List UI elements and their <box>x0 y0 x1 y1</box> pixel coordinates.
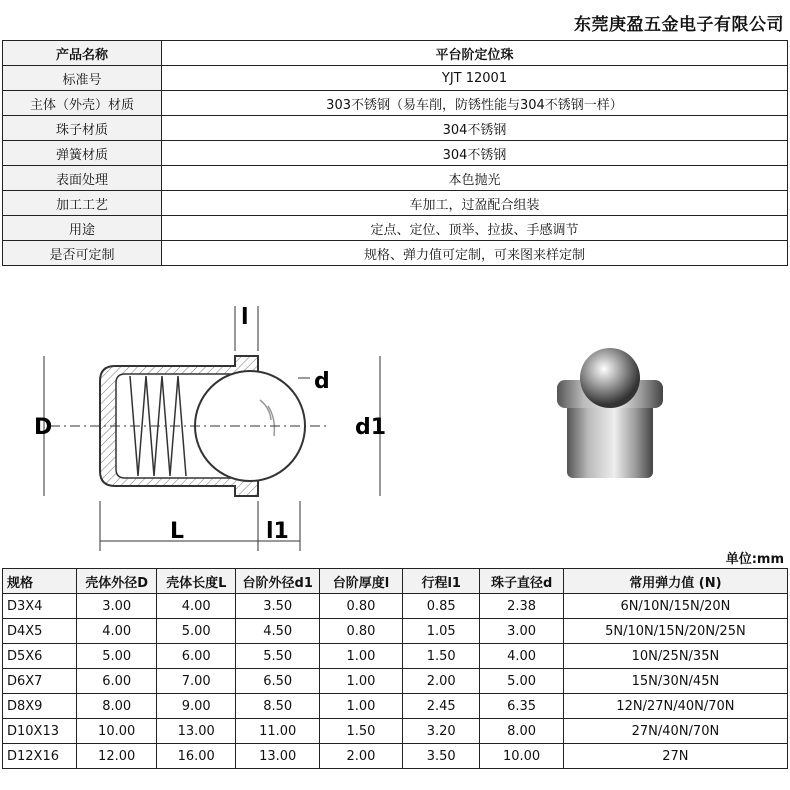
dims-cell: 1.00 <box>319 694 402 719</box>
dim-label-D: D <box>34 415 53 440</box>
dims-cell: 5.00 <box>156 619 236 644</box>
dims-cell: 3.00 <box>77 594 157 619</box>
dims-cell: 4.00 <box>480 644 563 669</box>
dims-row <box>3 669 788 694</box>
spec-value: 304不锈钢 <box>162 116 788 141</box>
spec-table <box>2 40 788 266</box>
spec-key: 弹簧材质 <box>3 141 162 166</box>
product-photo <box>545 340 675 480</box>
spec-value: 规格、弹力值可定制，可来图来样定制 <box>162 241 788 266</box>
dims-cell: 10.00 <box>77 719 157 744</box>
dims-cell: 1.00 <box>319 644 402 669</box>
dims-cell: 3.50 <box>236 594 319 619</box>
company-name: 东莞庚盈五金电子有限公司 <box>574 15 784 35</box>
spec-row <box>3 141 788 166</box>
dims-cell: 5.50 <box>236 644 319 669</box>
dims-cell: 12.00 <box>77 744 157 769</box>
spec-value: YJT 12001 <box>162 66 788 91</box>
dims-cell: D6X7 <box>3 669 77 694</box>
dims-cell: 1.00 <box>319 669 402 694</box>
spec-key: 产品名称 <box>3 41 162 66</box>
dims-header-cell: 行程l1 <box>403 569 480 594</box>
dims-cell: 5.00 <box>480 669 563 694</box>
dims-row <box>3 619 788 644</box>
dims-cell: 0.85 <box>403 594 480 619</box>
dims-cell: 2.00 <box>403 669 480 694</box>
dims-cell: 11.00 <box>236 719 319 744</box>
spec-value: 303不锈钢（易车削，防锈性能与304不锈钢一样） <box>162 91 788 116</box>
spec-row <box>3 216 788 241</box>
dim-label-l: l <box>241 305 249 330</box>
spec-row <box>3 116 788 141</box>
dims-cell: 6.00 <box>77 669 157 694</box>
dims-header-cell: 常用弹力值 (N) <box>563 569 787 594</box>
dims-header-row <box>3 569 788 594</box>
dims-cell: 2.00 <box>319 744 402 769</box>
spec-key: 标准号 <box>3 66 162 91</box>
dims-row <box>3 719 788 744</box>
dims-row <box>3 594 788 619</box>
dims-cell: D12X16 <box>3 744 77 769</box>
dims-cell: 13.00 <box>156 719 236 744</box>
dims-cell: 8.50 <box>236 694 319 719</box>
dims-cell: 1.50 <box>403 644 480 669</box>
dims-cell: 1.05 <box>403 619 480 644</box>
dims-cell: 9.00 <box>156 694 236 719</box>
spec-row <box>3 91 788 116</box>
dims-cell: 4.00 <box>77 619 157 644</box>
dim-label-d: d <box>314 369 330 394</box>
dims-cell: 2.38 <box>480 594 563 619</box>
dims-header-cell: 规格 <box>3 569 77 594</box>
dim-label-l1: l1 <box>266 519 289 544</box>
dims-cell: 7.00 <box>156 669 236 694</box>
dims-cell: 6.35 <box>480 694 563 719</box>
spec-value: 本色抛光 <box>162 166 788 191</box>
dim-label-d1: d1 <box>355 415 387 440</box>
spec-value: 304不锈钢 <box>162 141 788 166</box>
spec-key: 表面处理 <box>3 166 162 191</box>
dims-cell: 3.20 <box>403 719 480 744</box>
dims-cell: D4X5 <box>3 619 77 644</box>
dims-cell: 10.00 <box>480 744 563 769</box>
spec-key: 是否可定制 <box>3 241 162 266</box>
dims-cell: 27N/40N/70N <box>563 719 787 744</box>
spec-key: 珠子材质 <box>3 116 162 141</box>
dims-cell: 8.00 <box>480 719 563 744</box>
dims-header-cell: 台阶外径d1 <box>236 569 319 594</box>
dims-cell: 6N/10N/15N/20N <box>563 594 787 619</box>
spec-row <box>3 241 788 266</box>
spec-row <box>3 41 788 66</box>
spec-key: 用途 <box>3 216 162 241</box>
spec-row <box>3 191 788 216</box>
spec-value: 车加工，过盈配合组装 <box>162 191 788 216</box>
dims-cell: D3X4 <box>3 594 77 619</box>
dims-cell: 0.80 <box>319 619 402 644</box>
dims-cell: 6.00 <box>156 644 236 669</box>
dims-cell: 3.50 <box>403 744 480 769</box>
dims-header-cell: 壳体长度L <box>156 569 236 594</box>
dims-row <box>3 744 788 769</box>
dims-cell: D8X9 <box>3 694 77 719</box>
technical-drawing <box>30 296 400 556</box>
dims-cell: 1.50 <box>319 719 402 744</box>
dims-cell: 8.00 <box>77 694 157 719</box>
dims-row <box>3 644 788 669</box>
spec-key: 主体（外壳）材质 <box>3 91 162 116</box>
dims-cell: 5N/10N/15N/20N/25N <box>563 619 787 644</box>
dims-cell: 5.00 <box>77 644 157 669</box>
dims-cell: 4.50 <box>236 619 319 644</box>
dims-cell: 10N/25N/35N <box>563 644 787 669</box>
dims-cell: 0.80 <box>319 594 402 619</box>
dims-cell: D10X13 <box>3 719 77 744</box>
spec-row <box>3 66 788 91</box>
dims-cell: 27N <box>563 744 787 769</box>
dims-cell: 2.45 <box>403 694 480 719</box>
dims-cell: 13.00 <box>236 744 319 769</box>
unit-label: 单位:mm <box>725 552 784 567</box>
spec-value: 定点、定位、顶举、拉拔、手感调节 <box>162 216 788 241</box>
dims-cell: 16.00 <box>156 744 236 769</box>
dims-cell: 6.50 <box>236 669 319 694</box>
dims-cell: 3.00 <box>480 619 563 644</box>
spec-value: 平台阶定位珠 <box>162 41 788 66</box>
dims-header-cell: 台阶厚度l <box>319 569 402 594</box>
spec-key: 加工工艺 <box>3 191 162 216</box>
dims-cell: D5X6 <box>3 644 77 669</box>
dims-header-cell: 珠子直径d <box>480 569 563 594</box>
dims-header-cell: 壳体外径D <box>77 569 157 594</box>
dims-cell: 12N/27N/40N/70N <box>563 694 787 719</box>
dims-cell: 15N/30N/45N <box>563 669 787 694</box>
dimensions-table <box>2 568 788 769</box>
dim-label-L: L <box>170 519 185 544</box>
dims-cell: 4.00 <box>156 594 236 619</box>
spec-row <box>3 166 788 191</box>
dims-row <box>3 694 788 719</box>
